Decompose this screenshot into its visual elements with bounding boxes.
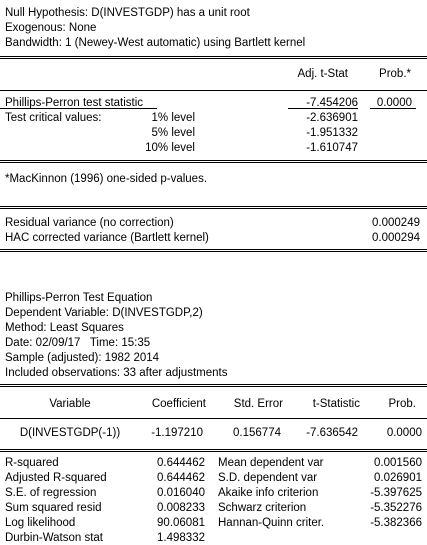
stat-value: 1.498332: [157, 532, 205, 544]
stat-value: -5.382366: [370, 517, 422, 529]
coef-prob: 0.0000: [386, 427, 422, 439]
coef-t-statistic: -7.636542: [306, 427, 358, 439]
mackinnon-footnote: *MacKinnon (1996) one-sided p-values.: [5, 173, 208, 185]
pp-prob: 0.0000: [376, 97, 412, 109]
divider: [0, 56, 427, 57]
critical-value: -1.951332: [306, 127, 358, 139]
col-t-statistic: t-Statistic: [312, 398, 360, 410]
stat-value: 0.008233: [157, 502, 205, 514]
coef-value: -1.197210: [151, 427, 203, 439]
stat-value: -5.397625: [370, 487, 422, 499]
stat-value: 0.016040: [157, 487, 205, 499]
col-coefficient: Coefficient: [151, 398, 206, 410]
stat-label: Hannan-Quinn criter.: [218, 517, 325, 529]
stat-label: R-squared: [5, 457, 59, 469]
col-adj-tstat: Adj. t-Stat: [297, 68, 348, 80]
stat-label: Akaike info criterion: [218, 487, 319, 499]
col-std-error: Std. Error: [233, 398, 283, 410]
critical-value: -2.636901: [306, 112, 358, 124]
critical-value: -1.610747: [306, 142, 358, 154]
divider: [0, 386, 427, 387]
exogenous: Exogenous: None: [5, 22, 97, 34]
stat-value: -5.352276: [370, 502, 422, 514]
hac-variance-label: HAC corrected variance (Bartlett kernel): [5, 232, 209, 244]
stat-label: S.E. of regression: [5, 487, 97, 499]
coef-variable: D(INVESTGDP(-1)): [19, 427, 121, 439]
divider: [0, 206, 427, 207]
coef-std-error: 0.156774: [233, 427, 281, 439]
observations: Included observations: 33 after adjustments: [5, 367, 228, 379]
col-prob: Prob.*: [379, 68, 411, 80]
stat-value: 0.001560: [374, 457, 422, 469]
stat-value: 0.026901: [374, 472, 422, 484]
stat-value: 90.06081: [157, 517, 205, 529]
divider: [0, 451, 427, 452]
bandwidth: Bandwidth: 1 (Newey-West automatic) using Bartlett kernel: [5, 37, 306, 49]
stat-label: Durbin-Watson stat: [5, 532, 103, 544]
equation-title: Phillips-Perron Test Equation: [5, 292, 153, 304]
divider: [0, 251, 427, 252]
stat-label: Schwarz criterion: [218, 502, 307, 514]
pp-stat-label: Phillips-Perron test statistic: [5, 97, 144, 109]
stat-label: S.D. dependent var: [218, 472, 318, 484]
stat-label: Mean dependent var: [218, 457, 324, 469]
divider: [0, 449, 427, 450]
divider: [0, 384, 427, 385]
critical-level: 10% level: [145, 142, 195, 154]
sample: Sample (adjusted): 1982 2014: [5, 352, 160, 364]
divider: [0, 208, 427, 209]
divider: [0, 162, 427, 163]
residual-variance-label: Residual variance (no correction): [5, 217, 174, 229]
divider: [0, 160, 427, 161]
method: Method: Least Squares: [5, 322, 124, 334]
divider: [0, 418, 427, 419]
stat-value: 0.644462: [157, 457, 205, 469]
null-hypothesis: Null Hypothesis: D(INVESTGDP) has a unit root: [5, 7, 250, 19]
underline: [0, 108, 157, 109]
residual-variance-value: 0.000249: [372, 217, 420, 229]
critical-level: 1% level: [151, 112, 195, 124]
stat-label: Adjusted R-squared: [5, 472, 107, 484]
date-time: Date: 02/09/17 Time: 15:35: [5, 337, 151, 349]
stat-label: Sum squared resid: [5, 502, 102, 514]
col-prob: Prob.: [388, 398, 416, 410]
hac-variance-value: 0.000294: [372, 232, 420, 244]
critical-values-label: Test critical values:: [5, 112, 102, 124]
divider: [0, 58, 427, 59]
critical-level: 5% level: [151, 127, 195, 139]
divider: [0, 249, 427, 250]
pp-tstat: -7.454206: [306, 97, 358, 109]
stat-value: 0.644462: [157, 472, 205, 484]
dependent-variable: Dependent Variable: D(INVESTGDP,2): [5, 307, 203, 319]
col-variable: Variable: [49, 398, 91, 410]
stat-label: Log likelihood: [5, 517, 76, 529]
divider: [0, 90, 427, 91]
